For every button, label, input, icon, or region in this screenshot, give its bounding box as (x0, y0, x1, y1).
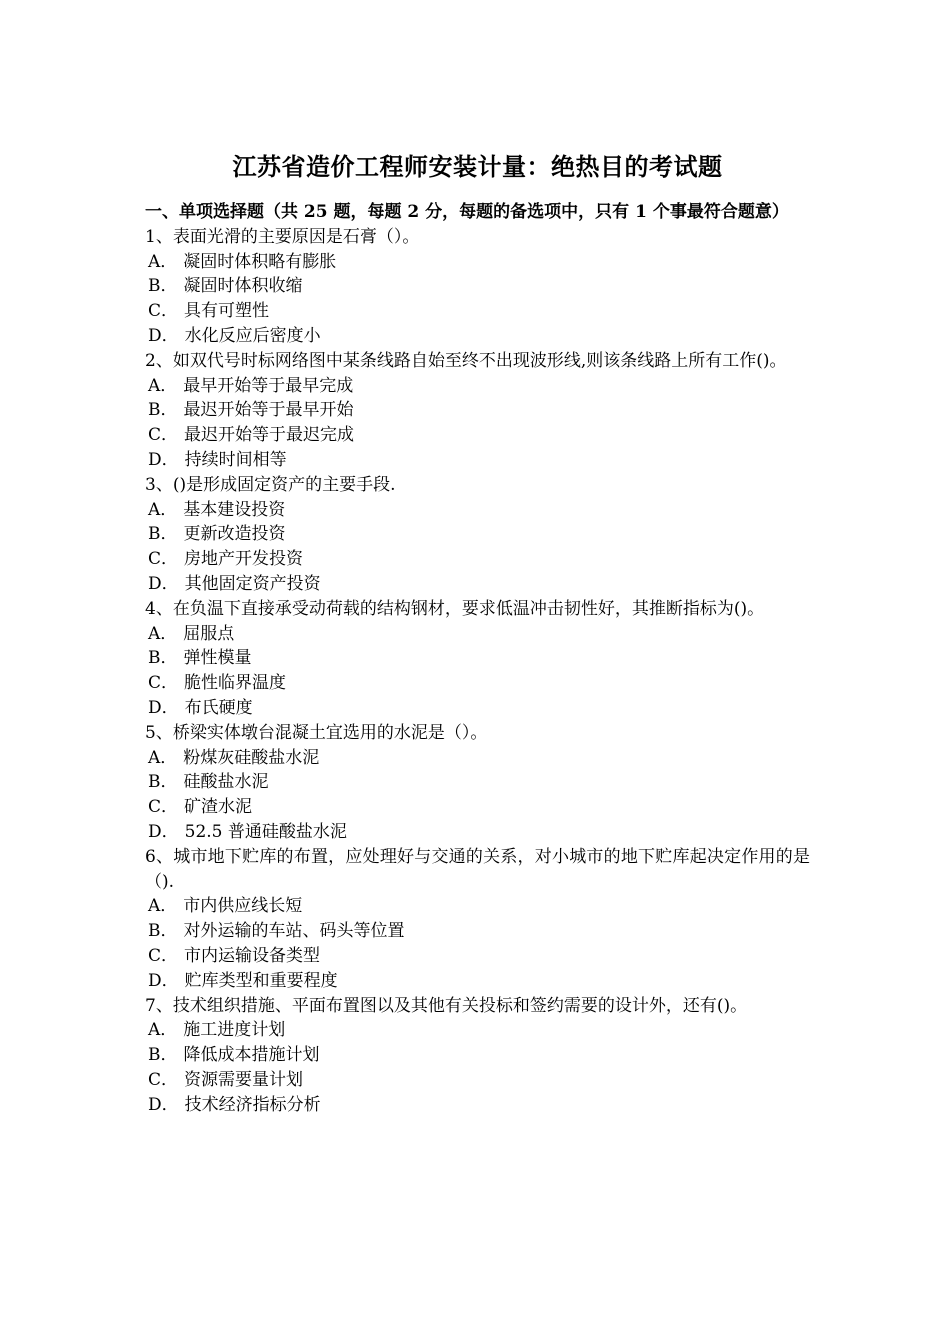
option-text: 市内供应线长短 (183, 896, 303, 917)
option-text: 资源需要量计划 (184, 1069, 304, 1090)
document-page (145, 148, 810, 1117)
answer-option (145, 374, 810, 399)
answer-option (145, 622, 810, 647)
option-letter: A． (148, 896, 178, 917)
document-title: 江苏省造价工程师安装计量：绝热目的考试题 (232, 152, 723, 181)
option-text: 脆性临界温度 (184, 673, 287, 694)
answer-option (145, 1018, 810, 1043)
option-text: 技术经济指标分析 (184, 1094, 321, 1115)
answer-option (145, 250, 810, 275)
option-letter: D． (148, 325, 179, 346)
option-text: 最早开始等于最早完成 (183, 375, 354, 396)
option-letter: C． (148, 797, 179, 818)
option-letter: B． (148, 1045, 178, 1066)
question-stem: 4、在负温下直接承受动荷载的结构钢材，要求低温冲击韧性好，其推断指标为()。 (145, 598, 765, 619)
option-text: 凝固时体积略有膨胀 (183, 251, 337, 272)
question-item (145, 994, 810, 1118)
answer-option (145, 498, 810, 523)
option-letter: D． (148, 697, 179, 718)
option-text: 基本建设投资 (183, 499, 286, 520)
answer-option (145, 522, 810, 547)
option-letter: B． (148, 276, 178, 297)
option-text: 凝固时体积收缩 (183, 276, 303, 297)
option-text: 具有可塑性 (184, 301, 270, 322)
question-stem: 2、如双代号时标网络图中某条线路自始至终不出现波形线,则该条线路上所有工作()。 (145, 350, 787, 371)
question-item (145, 721, 810, 845)
option-text: 水化反应后密度小 (184, 325, 321, 346)
answer-option (145, 547, 810, 572)
question-stem: 6、城市地下贮库的布置，应处理好与交通的关系，对小城市的地下贮库起决定作用的是（). (145, 846, 810, 892)
option-text: 对外运输的车站、码头等位置 (183, 921, 405, 942)
option-text: 持续时间相等 (184, 449, 287, 470)
option-text: 矿渣水泥 (184, 797, 253, 818)
option-letter: C． (148, 301, 179, 322)
answer-option (145, 324, 810, 349)
answer-option (145, 274, 810, 299)
option-text: 降低成本措施计划 (183, 1045, 320, 1066)
answer-option (145, 423, 810, 448)
answer-option (145, 299, 810, 324)
question-item (145, 845, 810, 994)
option-letter: B． (148, 400, 178, 421)
answer-option (145, 572, 810, 597)
answer-option (145, 646, 810, 671)
answer-option (145, 919, 810, 944)
option-text: 布氏硬度 (184, 697, 253, 718)
option-letter: B． (148, 524, 178, 545)
option-text: 硅酸盐水泥 (183, 772, 269, 793)
option-letter: C． (148, 549, 179, 570)
option-text: 房地产开发投资 (184, 549, 304, 570)
option-letter: B． (148, 772, 178, 793)
option-letter: D． (148, 573, 179, 594)
question-stem: 7、技术组织措施、平面布置图以及其他有关投标和签约需要的设计外，还有()。 (145, 995, 748, 1016)
question-item (145, 597, 810, 721)
option-letter: A． (148, 623, 178, 644)
answer-option (145, 795, 810, 820)
answer-option (145, 770, 810, 795)
option-letter: A． (148, 747, 178, 768)
option-letter: C． (148, 425, 179, 446)
answer-option (145, 894, 810, 919)
option-letter: A． (148, 1020, 178, 1041)
option-text: 52.5 普通硅酸盐水泥 (184, 821, 347, 842)
option-letter: B． (148, 648, 178, 669)
option-letter: D． (148, 970, 179, 991)
question-item (145, 225, 810, 349)
answer-option (145, 1068, 810, 1093)
question-stem: 1、表面光滑的主要原因是石膏（）。 (145, 226, 420, 247)
option-letter: B． (148, 921, 178, 942)
question-stem: 5、桥梁实体墩台混凝土宜选用的水泥是（）。 (145, 722, 488, 743)
option-text: 贮库类型和重要程度 (184, 970, 338, 991)
answer-option (145, 696, 810, 721)
option-letter: C． (148, 945, 179, 966)
option-letter: D． (148, 821, 179, 842)
answer-option (145, 969, 810, 994)
option-text: 屈服点 (183, 623, 235, 644)
option-letter: C． (148, 673, 179, 694)
answer-option (145, 398, 810, 423)
option-text: 施工进度计划 (183, 1020, 286, 1041)
question-list (145, 225, 810, 1118)
option-letter: D． (148, 1094, 179, 1115)
option-text: 弹性模量 (183, 648, 252, 669)
option-text: 市内运输设备类型 (184, 945, 321, 966)
option-letter: A． (148, 375, 178, 396)
option-text: 其他固定资产投资 (184, 573, 321, 594)
option-text: 粉煤灰硅酸盐水泥 (183, 747, 320, 768)
option-text: 更新改造投资 (183, 524, 286, 545)
answer-option (145, 671, 810, 696)
option-letter: A． (148, 251, 178, 272)
answer-option (145, 448, 810, 473)
answer-option (145, 820, 810, 845)
section-heading: 一、单项选择题（共 25 题，每题 2 分，每题的备选项中，只有 1 个事最符合题意） (145, 202, 789, 222)
question-stem: 3、()是形成固定资产的主要手段. (145, 474, 396, 495)
option-text: 最迟开始等于最迟完成 (184, 425, 355, 446)
answer-option (145, 746, 810, 771)
option-letter: C． (148, 1069, 179, 1090)
answer-option (145, 1043, 810, 1068)
answer-option (145, 1093, 810, 1118)
option-text: 最迟开始等于最早开始 (183, 400, 354, 421)
question-item (145, 473, 810, 597)
option-letter: A． (148, 499, 178, 520)
question-item (145, 349, 810, 473)
answer-option (145, 944, 810, 969)
option-letter: D． (148, 449, 179, 470)
